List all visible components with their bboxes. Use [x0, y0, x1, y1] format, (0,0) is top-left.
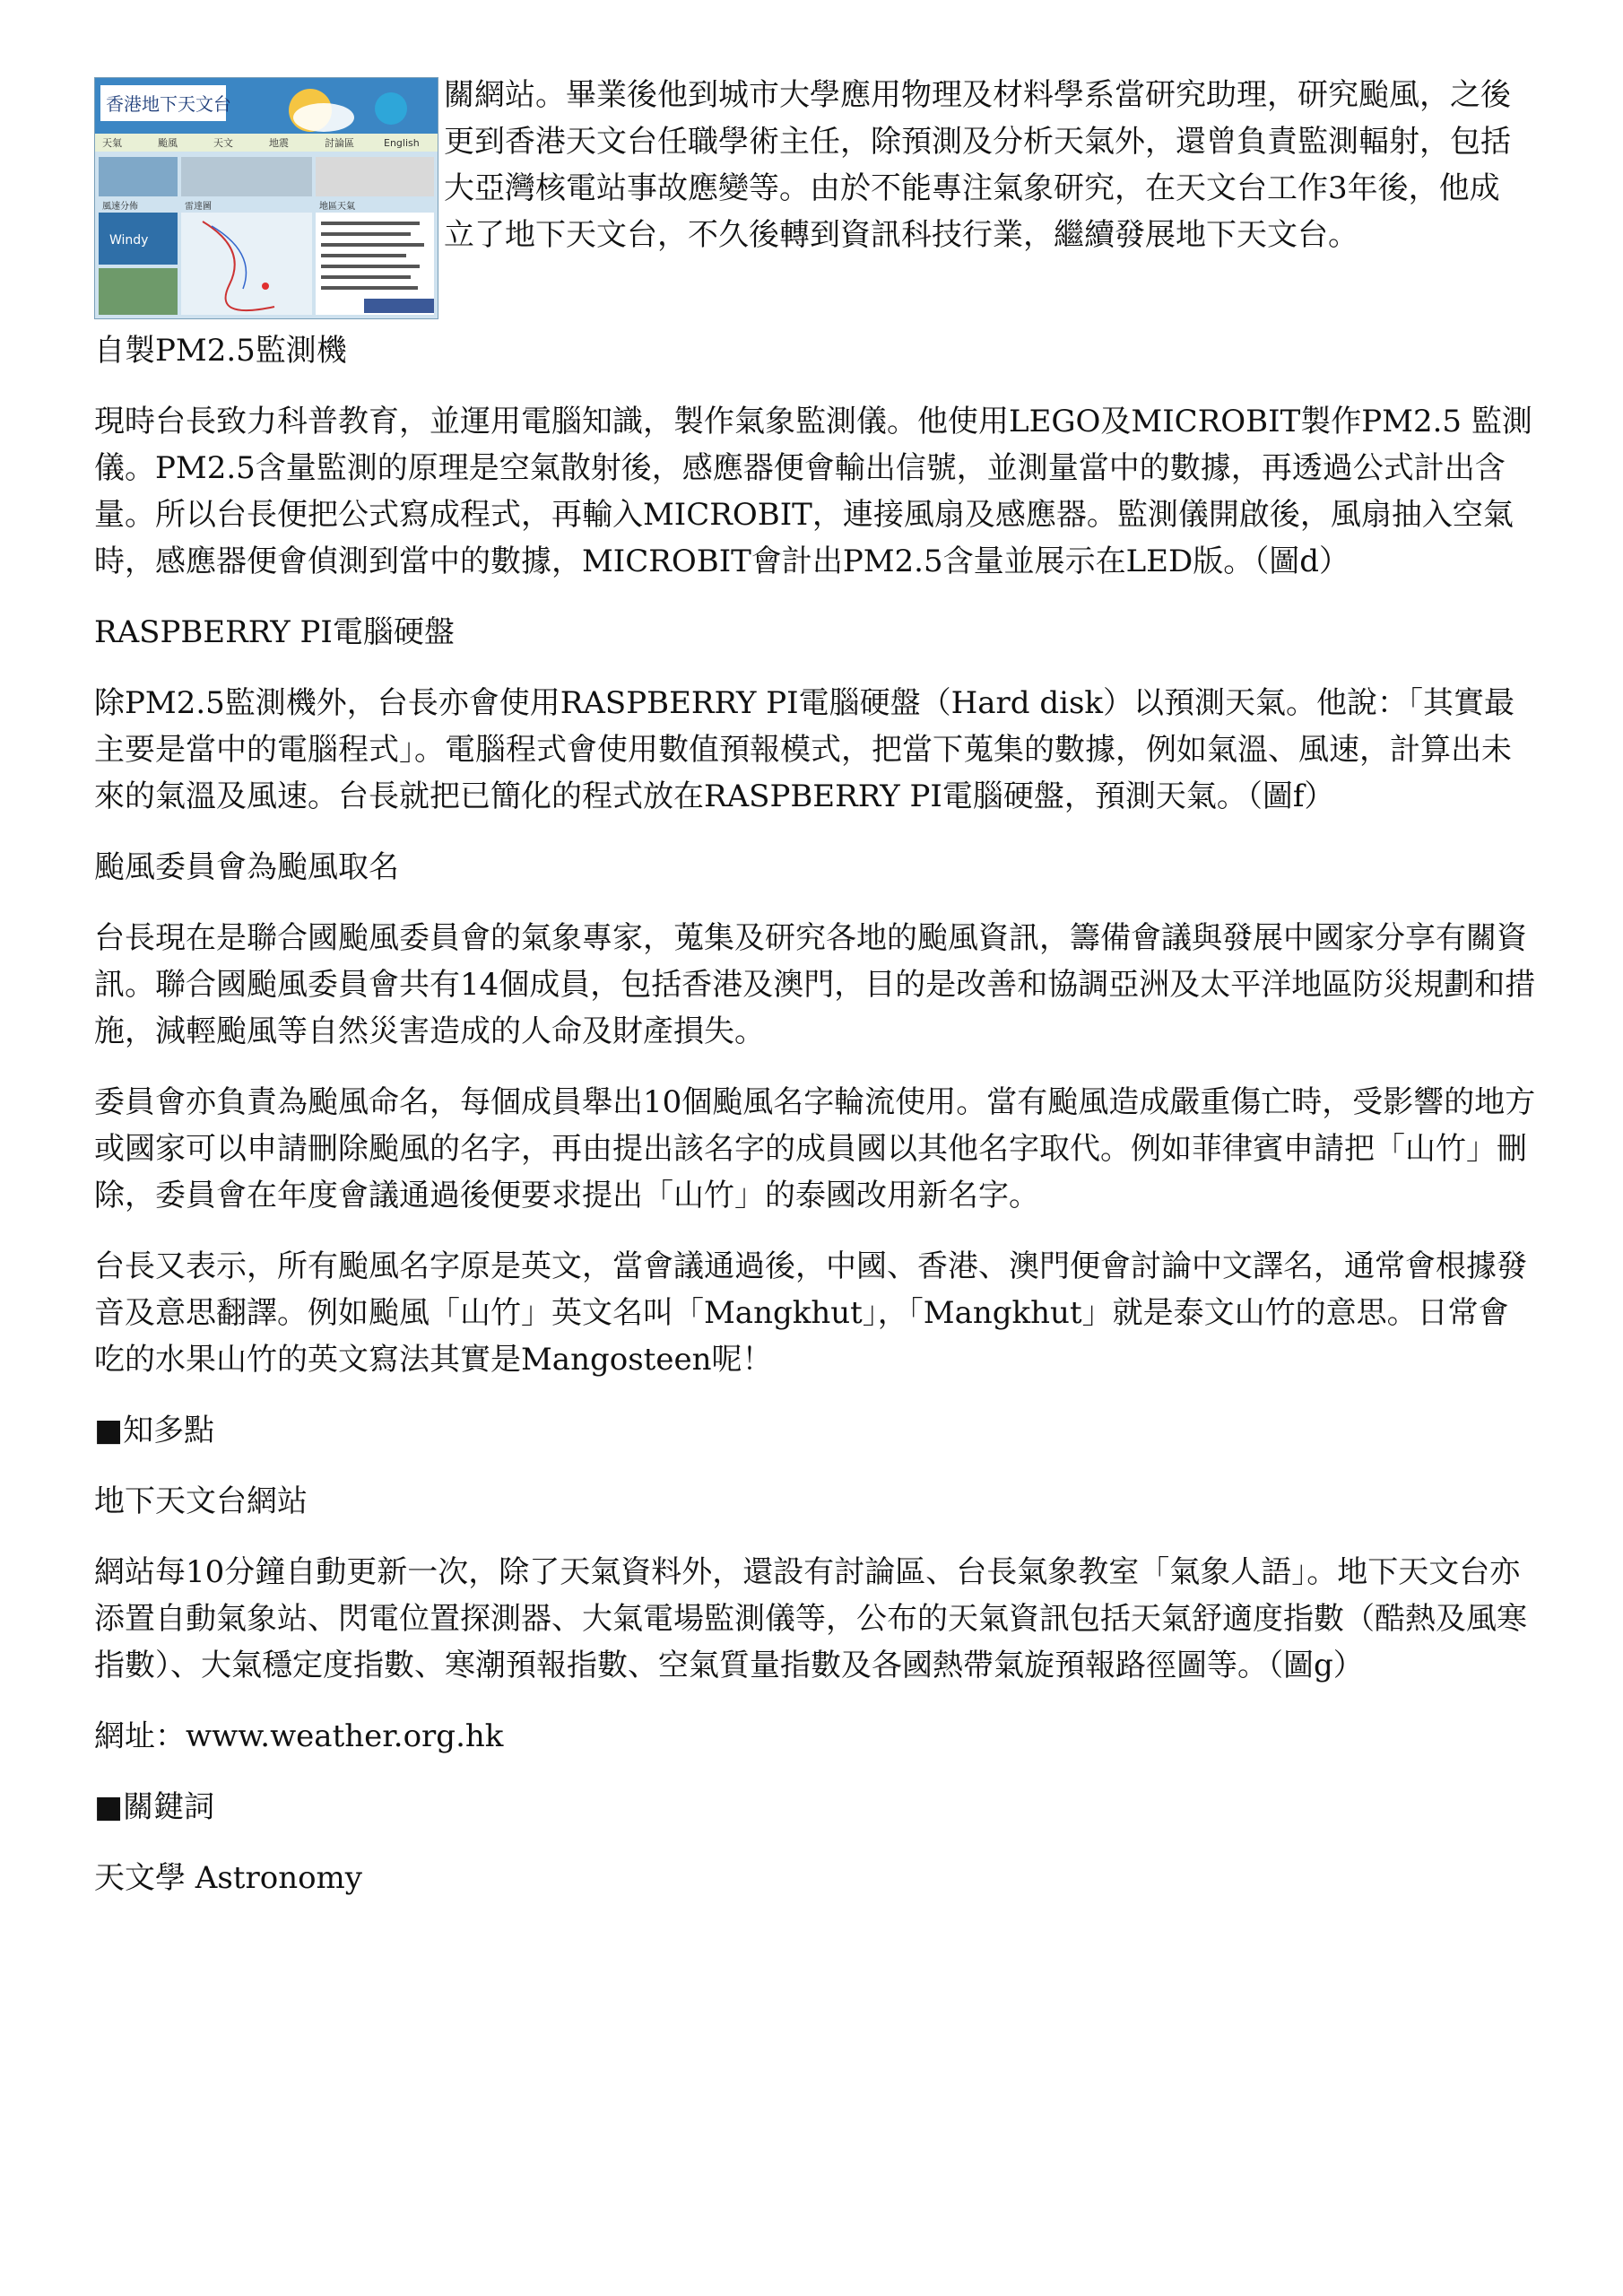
- thumb-nav-2: 颱風: [158, 137, 178, 149]
- thumb-nav-6: English: [384, 137, 420, 149]
- thumb-nav-4: 地震: [269, 137, 289, 149]
- intro-block: [94, 72, 1538, 327]
- website-screenshot-image: [94, 77, 438, 319]
- thumb-nav-5: 討論區: [325, 137, 354, 149]
- website-url: 網址：www.weather.org.hk: [94, 1718, 504, 1754]
- thumb-panel-4: 地區天氣: [319, 202, 355, 212]
- thumb-nav-1: 天氣: [102, 137, 122, 149]
- typhoon-heading: 颱風委員會為颱風取名: [94, 849, 399, 885]
- pm25-heading: 自製PM2.5監測機: [94, 333, 347, 369]
- website-screenshot-graphic: [95, 78, 438, 318]
- article: [94, 72, 1538, 1901]
- rpi-paragraph: 除PM2.5監測機外，台長亦會使用RASPBERRY PI電腦硬盤（Hard disk）以預測天氣。他說：「其實最主要是當中的電腦程式」。電腦程式會使用數值預報模式，把當下蒐集的數據，例如氣溫、風速，計算出未來的氣溫及風速。台長就把已簡化的程式放在RASPBERRY PI電腦硬盤，預測天氣。（圖f）: [94, 685, 1515, 814]
- rpi-heading: RASPBERRY PI電腦硬盤: [94, 614, 455, 650]
- intro-paragraph: 關網站。畢業後他到城市大學應用物理及材料學系當研究助理，研究颱風，之後更到香港天文台任職學術主任，除預測及分析天氣外，還曾負責監測輻射，包括大亞灣核電站事故應變等。由於不能專注氣象研究，在天文台工作3年後，他成立了地下天文台，不久後轉到資訊科技行業，繼續發展地下天文台。: [444, 77, 1511, 253]
- trivia-heading: ■知多點: [94, 1413, 215, 1448]
- site-heading: 地下天文台網站: [94, 1483, 308, 1519]
- thumb-nav-3: 天文: [213, 137, 233, 149]
- typhoon-paragraph-2: 委員會亦負責為颱風命名，每個成員舉出10個颱風名字輪流使用。當有颱風造成嚴重傷亡時，受影響的地方或國家可以申請刪除颱風的名字，再由提出該名字的成員國以其他名字取代。例如菲律賓申請把「山竹」刪除，委員會在年度會議通過後便要求提出「山竹」的泰國改用新名字。: [94, 1084, 1536, 1213]
- typhoon-paragraph-1: 台長現在是聯合國颱風委員會的氣象專家，蒐集及研究各地的颱風資訊，籌備會議與發展中國家分享有關資訊。聯合國颱風委員會共有14個成員，包括香港及澳門，目的是改善和協調亞洲及太平洋地區防災規劃和措施，減輕颱風等自然災害造成的人命及財產損失。: [94, 920, 1536, 1049]
- keywords-heading: ■關鍵詞: [94, 1789, 215, 1825]
- typhoon-paragraph-3: 台長又表示，所有颱風名字原是英文，當會議通過後，中國、香港、澳門便會討論中文譯名，通常會根據發音及意思翻譯。例如颱風「山竹」英文名叫「Mangkhut」，「Mangkhut」就是泰文山竹的意思。日常會吃的水果山竹的英文寫法其實是Mangosteen呢！: [94, 1248, 1527, 1378]
- pm25-paragraph: 現時台長致力科普教育，並運用電腦知識，製作氣象監測儀。他使用LEGO及MICROBIT製作PM2.5 監測儀。PM2.5含量監測的原理是空氣散射後，感應器便會輸出信號，並測量當中的數據，再透過公式計出含量。所以台長便把公式寫成程式，再輸入MICROBIT，連接風扇及感應器。監測儀開啟後，風扇抽入空氣時，感應器便會偵測到當中的數據，MICROBIT會計出PM2.5含量並展示在LED版。（圖d）: [94, 404, 1532, 579]
- thumb-windy: Windy: [109, 233, 149, 248]
- site-paragraph: 網站每10分鐘自動更新一次，除了天氣資料外，還設有討論區、台長氣象教室「氣象人語」。地下天文台亦添置自動氣象站、閃電位置探測器、大氣電場監測儀等，公布的天氣資訊包括天氣舒適度指數（酷熱及風寒指數）、大氣穩定度指數、寒潮預報指數、空氣質量指數及各國熱帶氣旋預報路徑圖等。（圖g）: [94, 1554, 1527, 1683]
- thumb-panel-1: 風速分佈: [102, 202, 138, 212]
- keyword-astronomy: 天文學 Astronomy: [94, 1860, 363, 1896]
- thumb-panel-2: 雷達圖: [185, 202, 212, 212]
- thumb-logo: 香港地下天文台: [106, 93, 231, 115]
